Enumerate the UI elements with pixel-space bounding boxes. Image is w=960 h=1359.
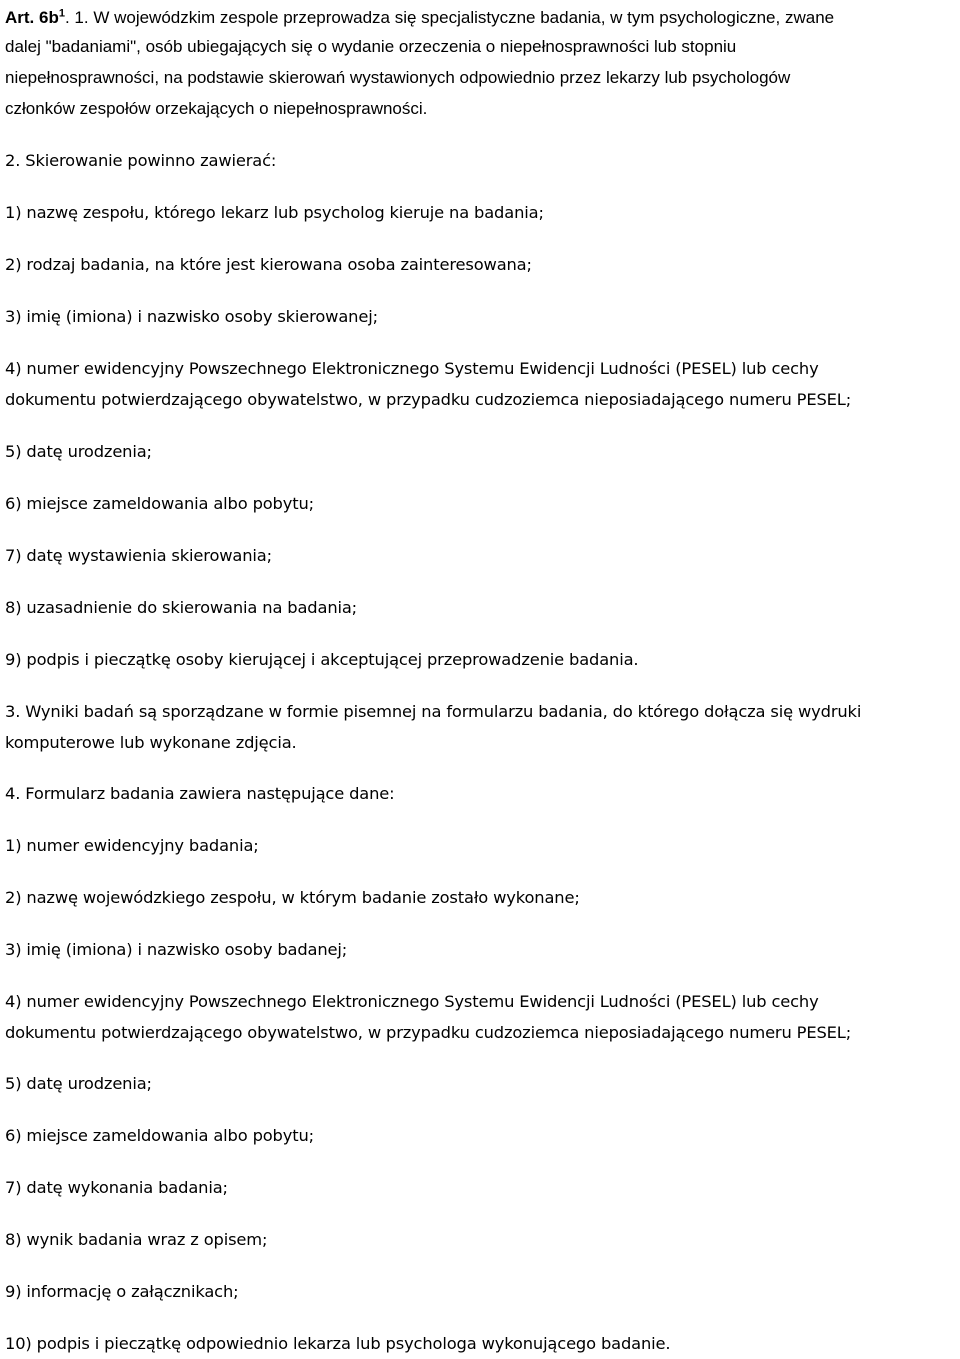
section-2-item-9: 9) podpis i pieczątkę osoby kierującej i akceptującej przeprowadzenie badania.	[5, 650, 639, 669]
section-4-item-1: 1) numer ewidencyjny badania;	[5, 836, 259, 855]
section-4-item-4-cont: dokumentu potwierdzającego obywatelstwo, w przypadku cudzoziemca nieposiadającego numeru PESEL;	[5, 1023, 852, 1042]
section-4-item-3: 3) imię (imiona) i nazwisko osoby badanej;	[5, 940, 348, 959]
section-3-line-2: komputerowe lub wykonane zdjęcia.	[5, 733, 297, 752]
section-4-item-8: 8) wynik badania wraz z opisem;	[5, 1230, 268, 1249]
paragraph-1-line-4: członków zespołów orzekających o niepełnosprawności.	[5, 99, 428, 118]
section-4-item-7: 7) datę wykonania badania;	[5, 1178, 228, 1197]
art-heading-line	[5, 2, 834, 33]
section-2-item-4-cont: dokumentu potwierdzającego obywatelstwo, w przypadku cudzoziemca nieposiadającego numeru PESEL;	[5, 390, 852, 409]
section-2-item-7: 7) datę wystawienia skierowania;	[5, 546, 272, 565]
section-4-item-9: 9) informację o załącznikach;	[5, 1282, 239, 1301]
section-2-item-5: 5) datę urodzenia;	[5, 442, 152, 461]
section-3-line-1: 3. Wyniki badań są sporządzane w formie pisemnej na formularzu badania, do którego dołącza się wydruki	[5, 702, 862, 721]
article-superscript: 1	[58, 7, 65, 20]
section-2-item-8: 8) uzasadnienie do skierowania na badania;	[5, 598, 358, 617]
section-2-item-2: 2) rodzaj badania, na które jest kierowana osoba zainteresowana;	[5, 255, 532, 274]
article-label: Art. 6b	[5, 8, 59, 27]
section-4-item-6: 6) miejsce zameldowania albo pobytu;	[5, 1126, 314, 1145]
paragraph-1-line-1: . 1. W wojewódzkim zespole przeprowadza się specjalistyczne badania, w tym psychologiczne, zwane	[64, 8, 835, 27]
section-2-item-6: 6) miejsce zameldowania albo pobytu;	[5, 494, 314, 513]
section-2-intro: 2. Skierowanie powinno zawierać:	[5, 151, 277, 170]
paragraph-1-line-3: niepełnosprawności, na podstawie skierowań wystawionych odpowiednio przez lekarzy lub psychologów	[5, 68, 791, 87]
section-4-item-5: 5) datę urodzenia;	[5, 1074, 152, 1093]
section-4-intro: 4. Formularz badania zawiera następujące dane:	[5, 784, 395, 803]
section-2-item-4: 4) numer ewidencyjny Powszechnego Elektronicznego Systemu Ewidencji Ludności (PESEL) lub cechy	[5, 359, 819, 378]
section-4-item-10: 10) podpis i pieczątkę odpowiednio lekarza lub psychologa wykonującego badanie.	[5, 1334, 671, 1353]
section-4-item-4: 4) numer ewidencyjny Powszechnego Elektronicznego Systemu Ewidencji Ludności (PESEL) lub cechy	[5, 992, 819, 1011]
section-2-item-3: 3) imię (imiona) i nazwisko osoby skierowanej;	[5, 307, 378, 326]
paragraph-1-line-2: dalej "badaniami", osób ubiegających się o wydanie orzeczenia o niepełnosprawności lub stopniu	[5, 37, 737, 56]
section-4-item-2: 2) nazwę wojewódzkiego zespołu, w którym badanie zostało wykonane;	[5, 888, 580, 907]
section-2-item-1: 1) nazwę zespołu, którego lekarz lub psycholog kieruje na badania;	[5, 203, 544, 222]
